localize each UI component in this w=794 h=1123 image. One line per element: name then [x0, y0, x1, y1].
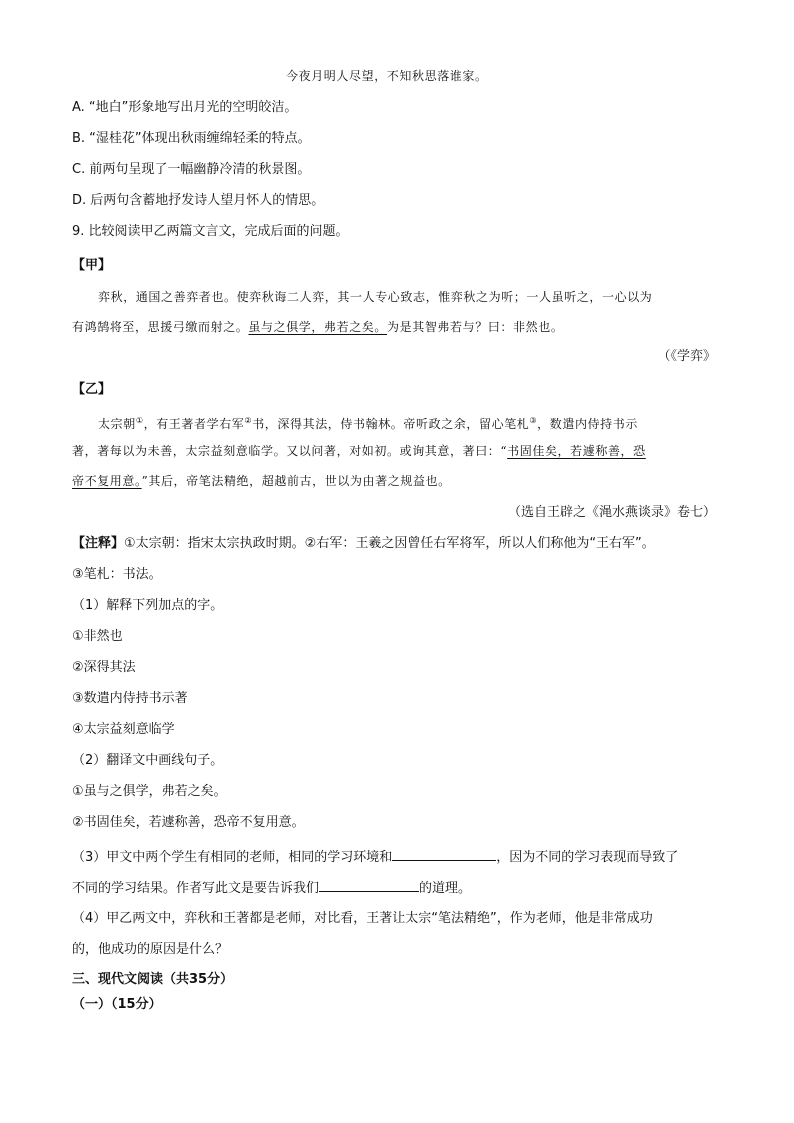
yi-line-3 — [72, 471, 451, 491]
footnote-mark: ② — [244, 416, 253, 425]
yi-text: 太宗朝 — [98, 417, 136, 431]
yi-text: 书，深得其法，侍书翰林。帝听政之余，留心笔札 — [252, 417, 530, 431]
subquestion-2-item: ②书固佳矣，若遽称善，恐帝不复用意。 — [72, 815, 305, 830]
jia-line-2-pre: 有鸿鹄将至，思援弓缴而射之。 — [72, 320, 249, 334]
subquestion-2-title: （2）翻译文中画线句子。 — [72, 753, 224, 768]
footnote-mark: ① — [135, 416, 144, 425]
yi-line-1 — [98, 411, 638, 434]
yi-source: （选自王辟之《渑水燕谈录》卷七） — [507, 505, 716, 520]
subquestion-1-item: ①非然也 — [72, 629, 123, 644]
answer-blank[interactable] — [319, 877, 419, 892]
option-c: C. 前两句呈现了一幅幽静冷清的秋景图。 — [72, 162, 311, 177]
jia-label: 【甲】 — [72, 258, 112, 273]
subquestion-1-title: （1）解释下列加点的字。 — [72, 598, 224, 613]
subquestion-3-line-1 — [72, 846, 678, 868]
question-9: 9. 比较阅读甲乙两篇文言文，完成后面的问题。 — [72, 224, 349, 239]
yi-text: ，有王著者学右军 — [143, 417, 245, 431]
annotation-text: ①太宗朝：指宋太宗执政时期。②右军：王羲之因曾任右军将军，所以人们称他为“王右军”。 — [124, 536, 655, 551]
answer-blank[interactable] — [392, 846, 496, 861]
yi-underlined-sentence: 帝不复用意。 — [72, 474, 142, 488]
subquestion-2-item: ①虽与之俱学，弗若之矣。 — [72, 784, 227, 799]
yi-text: 著，著每以为未善，太宗益刻意临学。又以问著，对如初。或询其意，著曰：“ — [72, 444, 508, 458]
subquestion-4-line-2: 的，他成功的原因是什么？ — [72, 942, 229, 957]
subquestion-3-line-2 — [72, 877, 471, 899]
q3-text: 的道理。 — [419, 881, 472, 896]
part-1-heading: （一）（15分） — [72, 997, 162, 1012]
subquestion-1-item: ③数遣内侍持书示著 — [72, 691, 188, 706]
poem-line: 今夜月明人尽望，不知秋思落谁家。 — [286, 69, 488, 83]
section-3-heading: 三、现代文阅读（共35分） — [72, 972, 234, 987]
jia-underlined-sentence: 虽与之俱学，弗若之矣。 — [248, 320, 388, 334]
annotation-label: 【注释】 — [72, 536, 125, 551]
jia-line-2-post: 为是其智弗若与？曰：非然也。 — [387, 320, 564, 334]
option-d: D. 后两句含蓄地抒发诗人望月怀人的情思。 — [72, 193, 325, 208]
yi-text: ，数遣内侍持书示 — [537, 417, 638, 431]
jia-line-2 — [72, 317, 563, 337]
subquestion-1-item: ②深得其法 — [72, 660, 136, 675]
q3-text: 不同的学习结果。作者写此文是要告诉我们 — [72, 881, 320, 896]
yi-label: 【乙】 — [72, 382, 112, 397]
option-a: A. “地白”形象地写出月光的空明皎洁。 — [72, 100, 298, 115]
jia-source: （《学弈》 — [657, 349, 716, 364]
jia-line-1: 弈秋，通国之善弈者也。使弈秋诲二人弈，其一人专心致志，惟弈秋之为听；一人虽听之，一心以为 — [98, 290, 653, 304]
q3-text: ，因为不同的学习表现而导致了 — [496, 850, 679, 865]
yi-underlined-sentence: 书固佳矣，若遽称善，恐 — [507, 444, 646, 458]
q3-text: （3）甲文中两个学生有相同的老师，相同的学习环境和 — [72, 850, 393, 865]
subquestion-4-line-1: （4）甲乙两文中，弈秋和王著都是老师，对比看，王著让太宗“笔法精绝”，作为老师，他是非常成功 — [72, 911, 653, 926]
yi-line-2 — [72, 441, 646, 461]
yi-text: ”其后，帝笔法精绝，超越前古，世以为由著之规益也。 — [141, 474, 451, 488]
subquestion-1-item: ④太宗益刻意临学 — [72, 722, 175, 737]
annotation-line-1 — [72, 534, 655, 554]
annotation-line-2: ③笔札：书法。 — [72, 567, 162, 582]
option-b: B. “湿桂花”体现出秋雨缠绵轻柔的特点。 — [72, 131, 311, 146]
footnote-mark: ③ — [529, 416, 538, 425]
